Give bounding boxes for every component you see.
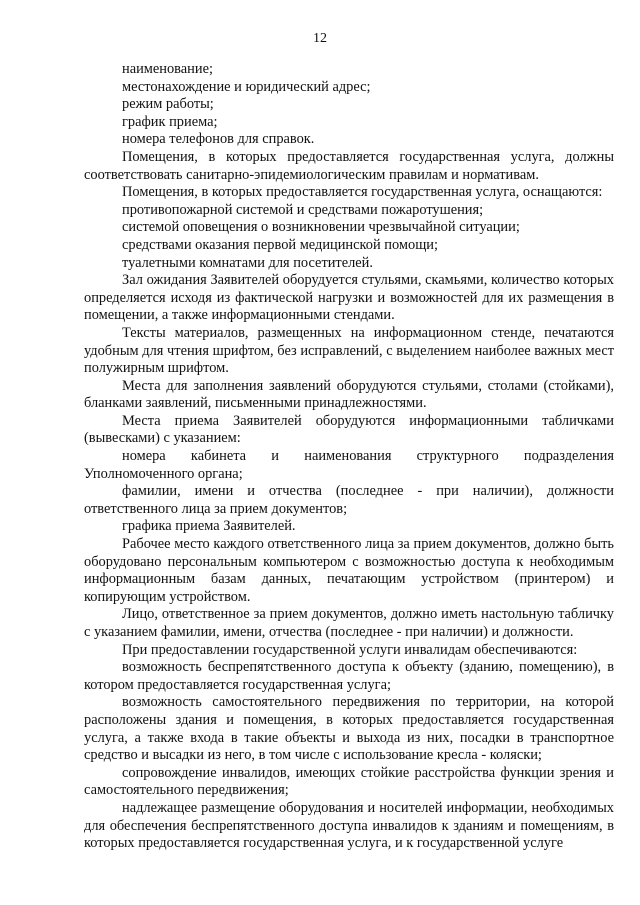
paragraph: Помещения, в которых предоставляется государственная услуга, оснащаются: [122,184,603,201]
document-body [84,61,614,853]
paragraph: Места приема Заявителей оборудуются информационными табличками (вывесками) с указанием: [84,412,614,447]
paragraph: противопожарной системой и средствами пожаротушения; [122,201,484,218]
paragraph: Рабочее место каждого ответственного лица за прием документов, должно быть оборудовано персональным компьютером с возможностью доступа к необходимым информационным базам данных, печатающим устройством (принтером) и копирующим устройством. [84,536,614,605]
paragraph: фамилии, имени и отчества (последнее - при наличии), должности ответственного лица за прием документов; [84,483,614,517]
paragraph: наименование; [122,61,213,77]
paragraph: Помещения, в которых предоставляется государственная услуга, должны соответствовать санитарно-эпидемиологическим правилам и нормативам. [84,148,614,183]
paragraph: график приема; [122,113,218,130]
paragraph: Зал ожидания Заявителей оборудуется стульями, скамьями, количество которых определяется исходя из фактической нагрузки и возможностей для их размещения в помещении, а также информационными стендами. [84,272,614,324]
paragraph: номера кабинета и наименования структурного подразделения Уполномоченного органа; [84,448,614,482]
paragraph: сопровождение инвалидов, имеющих стойкие расстройства функции зрения и самостоятельного передвижения; [84,764,614,799]
paragraph: Места для заполнения заявлений оборудуются стульями, столами (стойками), бланками заявлений, письменными принадлежностями. [84,377,614,412]
paragraph: системой оповещения о возникновении чрезвычайной ситуации; [122,219,520,236]
paragraph: возможность беспрепятственного доступа к объекту (зданию, помещению), в котором предоставляется государственная услуга; [84,659,614,693]
paragraph: средствами оказания первой медицинской помощи; [122,236,438,253]
paragraph: графика приема Заявителей. [122,518,296,535]
paragraph: При предоставлении государственной услуги инвалидам обеспечиваются: [122,641,578,658]
paragraph: номера телефонов для справок. [122,131,315,148]
paragraph: Лицо, ответственное за прием документов, должно иметь настольную табличку с указанием фамилии, имени, отчества (последнее - при наличии) и должности. [84,606,614,640]
paragraph: режим работы; [122,96,214,113]
page-number: 12 [313,31,327,46]
paragraph: надлежащее размещение оборудования и носителей информации, необходимых для обеспечения беспрепятственного доступа инвалидов к зданиям и помещениям, в которых предоставляется государственная услуга, и к государственной услуге [84,799,614,852]
paragraph: Тексты материалов, размещенных на информационном стенде, печатаются удобным для чтения шрифтом, без исправлений, с выделением наиболее важных мест полужирным шрифтом. [84,324,614,377]
paragraph: местонахождение и юридический адрес; [122,78,371,95]
paragraph: возможность самостоятельного передвижения по территории, на которой расположены здания и помещения, в которых предоставляется государственная услуга, а также входа в такие объекты и выхода из них, посадки в транспортное средство и высадки из него, в том числе с использование кресла - коляски; [84,694,614,764]
paragraph: туалетными комнатами для посетителей. [122,254,373,271]
